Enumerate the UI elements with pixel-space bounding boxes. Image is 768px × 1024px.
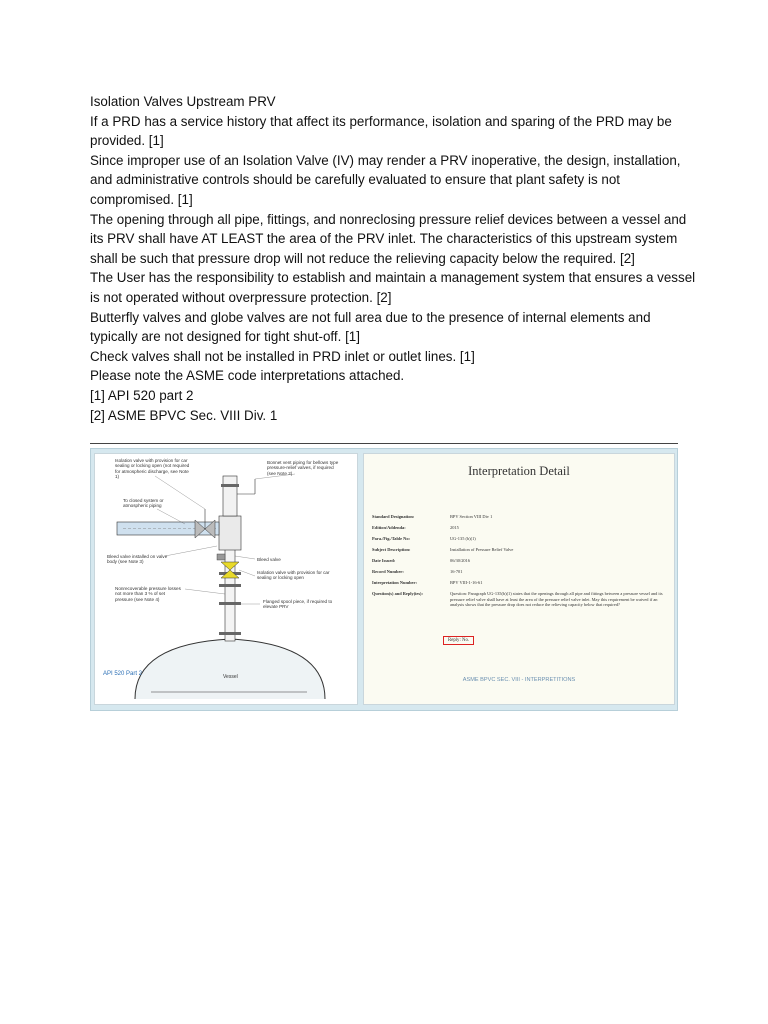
reference-line: [1] API 520 part 2 xyxy=(90,387,194,403)
interpretation-row xyxy=(372,580,672,591)
paragraph-line: The opening through all pipe, fittings, and nonreclosing pressure relief devices between a vessel and xyxy=(90,211,687,227)
interpretation-key: Standard Designation: xyxy=(372,514,415,519)
paragraph-line: typically are not designed for tight shut-off. [1] xyxy=(90,329,360,345)
api-520-label: API 520 Part 2 xyxy=(103,671,143,677)
paragraph-line: Since improper use of an Isolation Valve (IV) may render a PRV inoperative, the design, installation, xyxy=(90,152,681,168)
label-nonrecoverable-losses: Nonrecoverable pressure losses not more than 3 % of set pressure (see Note 4) xyxy=(115,586,181,602)
interpretation-table xyxy=(372,514,672,623)
document-body xyxy=(90,92,696,425)
interpretation-value: UG-135 (b)(1) xyxy=(450,536,476,541)
interpretation-value: 16-701 xyxy=(450,569,463,574)
vessel-label: Vessel xyxy=(223,674,238,680)
paragraph-line: If a PRD has a service history that affect its performance, isolation and sparing of the PRD may be xyxy=(90,113,672,129)
label-isolation-valve-bottom: Isolation valve with provision for car sealing or locking open xyxy=(257,570,330,581)
paragraph-line: The User has the responsibility to establish and maintain a management system that ensures a vessel xyxy=(90,270,696,286)
interpretation-value: 06/30/2016 xyxy=(450,558,471,563)
document-heading: Isolation Valves Upstream PRV xyxy=(90,94,276,109)
interpretation-row xyxy=(372,569,672,580)
paragraph-line: Please note the ASME code interpretations attached. xyxy=(90,368,405,384)
paragraph-line: is not operated without overpressure protection. [2] xyxy=(90,289,392,305)
interpretation-key: Question(s) and Reply(ies): xyxy=(372,591,423,596)
interpretations-footer: ASME BPVC SEC. VIII - INTERPRETITIONS xyxy=(462,677,576,683)
paragraph-line: compromised. [1] xyxy=(90,191,193,207)
reference-line: [2] ASME BPVC Sec. VIII Div. 1 xyxy=(90,407,278,423)
interpretation-question: Question: Paragraph UG-135(b)(1) states that the openings through all pipe and fittings between a pressure vessel and its pressure relief valve shall have at least the area of the pressure relief valve inlet. May this requirement be waived if an analysis shows that the pressure drop does not reduce the relieving capacity below that required? xyxy=(450,591,663,608)
label-bonnet-vent: Bonnet vent piping for bellows type pressure-relief valves, if required (see Note 2) xyxy=(267,460,339,476)
embedded-figure xyxy=(90,448,678,711)
interpretation-row xyxy=(372,558,672,569)
interpretation-row xyxy=(372,536,672,547)
interpretation-key: Para./Fig./Table No: xyxy=(372,536,411,541)
paragraph-line: Butterfly valves and globe valves are not full area due to the presence of internal elements and xyxy=(90,309,651,325)
interpretation-key: Subject Description: xyxy=(372,547,411,552)
label-flanged-spool: Flanged spool piece, if required to elevate PRV xyxy=(263,599,333,610)
interpretation-value: BPV VIII-1-16-61 xyxy=(450,580,483,585)
interpretation-value: BPV Section VIII Div 1 xyxy=(450,514,493,519)
interpretation-row xyxy=(372,591,672,623)
interpretation-detail-panel xyxy=(363,453,675,705)
paragraph-line: shall be such that pressure drop will not reduce the relieving capacity below the required. [2] xyxy=(90,250,635,266)
paragraph-line: its PRV shall have AT LEAST the area of the PRV inlet. The characteristics of this upstream system xyxy=(90,231,678,247)
interpretation-row xyxy=(372,547,672,558)
interpretation-value: 2015 xyxy=(450,525,459,530)
reply-box: Reply: No. xyxy=(443,636,474,645)
interpretation-row xyxy=(372,525,672,536)
label-closed-system: To closed system or atmospheric piping xyxy=(123,498,164,509)
interpretation-value: Installation of Pressure Relief Valve xyxy=(450,547,514,552)
paragraph-line: Check valves shall not be installed in PRD inlet or outlet lines. [1] xyxy=(90,348,475,364)
interpretation-key: Date Issued: xyxy=(372,558,396,563)
horizontal-rule xyxy=(90,443,678,444)
interpretation-title: Interpretation Detail xyxy=(468,464,570,478)
label-isolation-valve-top: Isolation valve with provision for car sealing or locking open (not required for atmospheric discharge, see Note 1) xyxy=(115,458,190,480)
label-bleed-valve: Bleed valve xyxy=(257,557,281,562)
prv-installation-diagram xyxy=(94,453,358,705)
interpretation-key: Record Number: xyxy=(372,569,404,574)
interpretation-key: Edition/Addenda: xyxy=(372,525,406,530)
interpretation-row xyxy=(372,514,672,525)
label-bleed-valve-body: Bleed valve installed on valve body (see Note 3) xyxy=(107,554,168,565)
paragraph-line: and administrative controls should be carefully evaluated to ensure that plant safety is not xyxy=(90,172,620,188)
paragraph-line: provided. [1] xyxy=(90,133,164,149)
interpretation-key: Interpretation Number: xyxy=(372,580,417,585)
